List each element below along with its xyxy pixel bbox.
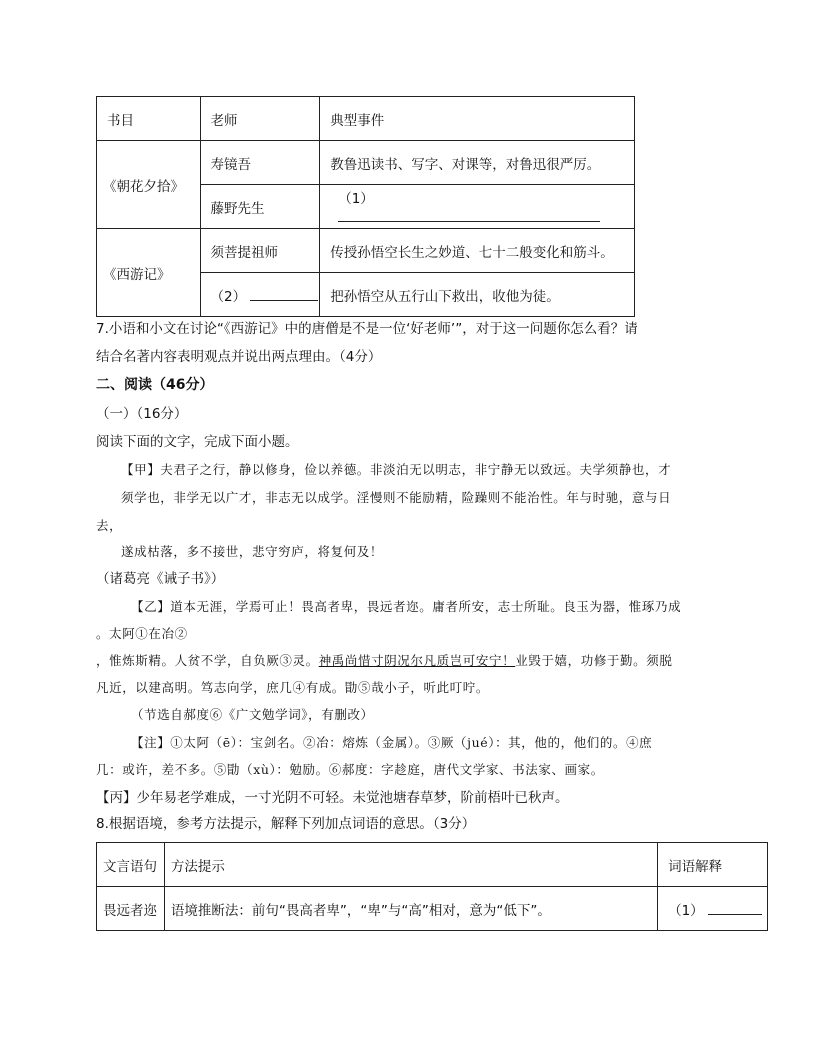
teacher-shou: 寿镜吾: [200, 141, 320, 185]
notes-line2: 几：或许，差不多。⑤勖（xù）：勉励。⑥郝度：字趁庭，唐代文学家、书法家、画家。: [96, 762, 604, 777]
q8-table: [96, 842, 768, 931]
question-8: 8.根据语境，参考方法提示，解释下列加点词语的意思。（3分）: [96, 816, 476, 832]
blank-1-label: （1）: [338, 191, 374, 207]
passage-yi-line3-end: 业毁于嬉，功修于勤。须脱: [515, 653, 673, 668]
answer-blank-2[interactable]: [250, 286, 318, 301]
teacher-fujino: 藤野先生: [200, 185, 320, 229]
q8-answer-cell: [658, 887, 768, 931]
q8-header-explain: 词语解释: [658, 843, 768, 887]
event-subhuti: 传授孙悟空长生之妙道、七十二般变化和筋斗。: [320, 229, 635, 273]
header-teacher: 老师: [200, 97, 320, 141]
blank-2-label: （2）: [210, 288, 247, 305]
subsection-title: （一）（16分）: [96, 406, 188, 422]
teacher-subhuti: 须菩提祖师: [200, 229, 320, 273]
book-xiyouji: 《西游记》: [97, 229, 201, 317]
q8-header-hint: 方法提示: [164, 843, 657, 887]
notes-line1: 【注】①太阿（ē）：宝剑名。②冶：熔炼（金属）。③厥（jué）：其，他的，他们的。④庶: [131, 735, 653, 750]
passage-jia-line4: 遂成枯落，多不接世，悲守穷庐，将复何及！: [121, 544, 384, 559]
reading-instruction: 阅读下面的文字，完成下面小题。: [96, 434, 299, 450]
passage-jia-line1: 【甲】夫君子之行，静以修身，俭以养德。非淡泊无以明志，非宁静无以致远。夫学须静也，才: [121, 462, 672, 477]
underlined-sentence: 神禹尚惜寸阴况尔凡质岂可安宁！: [318, 653, 516, 668]
book-zhaohuaxishi: 《朝花夕拾》: [97, 141, 201, 229]
event-fujino-cell: [320, 185, 635, 229]
event-shou: 教鲁迅读书、写字、对课等，对鲁迅很严厉。: [320, 141, 635, 185]
passage-yi-line2: 。太阿①在冶②: [96, 626, 188, 641]
passage-yi-source: （节选自郝度⑥《广文勉学词》，有删改）: [131, 707, 374, 722]
passage-jia-line3: 去，: [96, 518, 123, 533]
q8-answer-blank[interactable]: [708, 900, 762, 915]
passage-jia-source: （诸葛亮《诫子书》）: [96, 571, 225, 587]
passage-yi-line3-start: ，惟炼斯精。人贫不学，自负厥③灵。: [96, 653, 319, 668]
passage-bing: 【丙】少年易老学难成，一寸光阴不可轻。未觉池塘春草梦，阶前梧叶已秋声。: [96, 790, 569, 806]
question-7-line2: 结合名著内容表明观点并说出两点理由。（4分）: [96, 349, 382, 365]
header-event: 典型事件: [320, 97, 635, 141]
event-tangseng: 把孙悟空从五行山下救出，收他为徒。: [320, 273, 635, 317]
header-book: 书目: [97, 97, 201, 141]
passage-yi-line1: 【乙】道本无涯，学焉可止！畏高者卑，畏远者迩。庸者所安，志士所耻。良玉为器，惟琢乃成: [131, 599, 682, 614]
q8-header-sentence: 文言语句: [97, 843, 165, 887]
passage-jia-line2: 须学也，非学无以广才，非志无以成学。淫慢则不能励精，险躁则不能治性。年与时驰，意与日: [121, 490, 672, 505]
reading-table: [96, 96, 635, 317]
passage-yi-line3: [96, 652, 672, 670]
q8-row-sentence: 畏远者迩: [97, 887, 165, 931]
teacher-blank-cell: [200, 273, 320, 317]
question-7-line1: 7.小语和小文在讨论“《西游记》中的唐僧是不是一位‘好老师’”，对于这一问题你怎么看？请: [96, 321, 638, 337]
q8-blank-label: （1）: [668, 902, 704, 919]
section-title: 二、阅读（46分）: [96, 377, 214, 393]
passage-yi-line4: 凡近，以建高明。笃志向学，庶几④有成。勖⑤哉小子，听此叮咛。: [96, 680, 490, 695]
answer-blank-1[interactable]: [338, 207, 600, 222]
q8-row-hint: 语境推断法：前句“畏高者卑”，“卑”与“高”相对，意为“低下”。: [164, 887, 657, 931]
